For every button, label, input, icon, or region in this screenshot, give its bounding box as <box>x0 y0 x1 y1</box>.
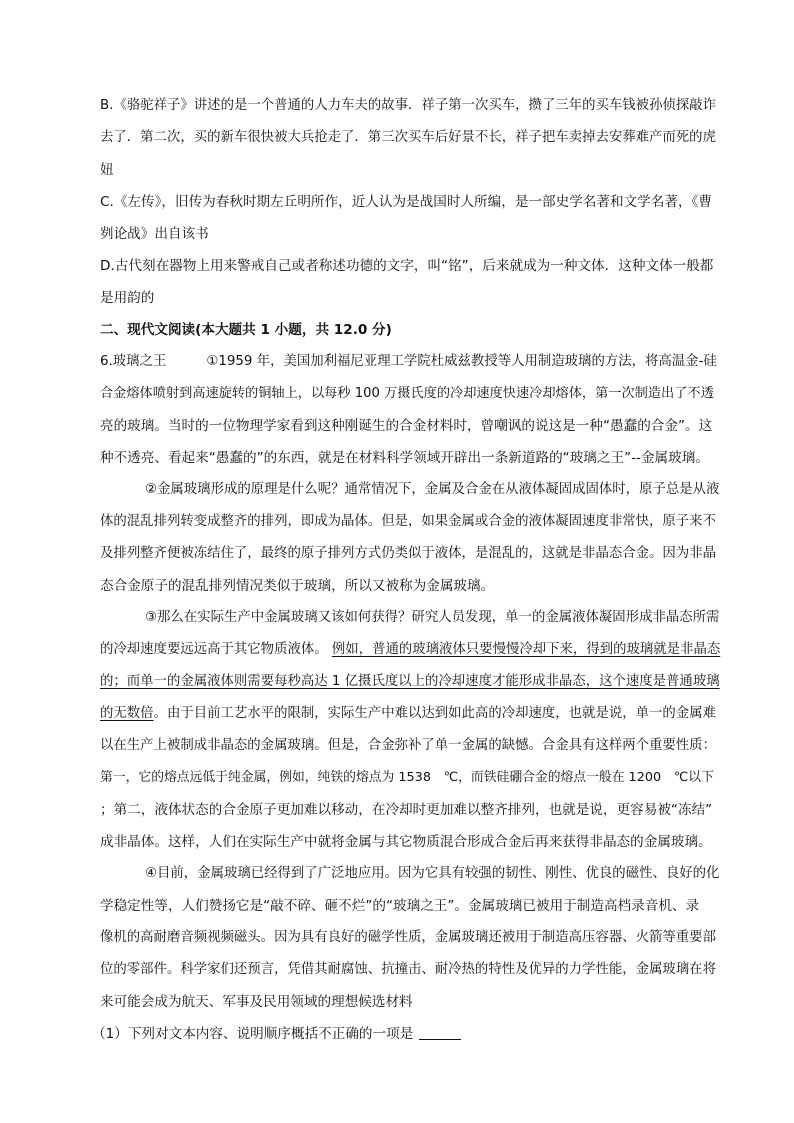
paragraph-1-line: 亮的玻璃。当时的一位物理学家看到这种刚诞生的合金材料时，曾嘲讽的说这是一种“愚蠢的合金”。这 <box>100 418 713 434</box>
underlined-sentence: 的；而单一的金属液体则需要每秒高达 1 亿摄氏度以上的冷却速度才能形成非晶态，这个速度是普通玻璃 <box>100 674 720 689</box>
option-b-line: B.《骆驼祥子》讲述的是一个普通的人力车夫的故事．祥子第一次买车，攒了三年的买车钱被孙侦探敲诈 <box>100 98 717 113</box>
paragraph-1-line: 种不透亮、看起来“愚蠢的”的东西，就是在材料科学领域开辟出一条新道路的“玻璃之王”--金属玻璃。 <box>100 450 709 466</box>
option-c-line: 刿论战》出自该书 <box>100 226 209 242</box>
paragraph-4-line: 像机的高耐磨音频视频磁头。因为具有良好的磁学性质，金属玻璃还被用于制造高压容器、火箭等重要部 <box>100 930 716 945</box>
question-line <box>92 1024 712 1046</box>
answer-blank[interactable] <box>419 1025 461 1040</box>
paragraph-3-line <box>100 640 720 662</box>
paragraph-2-line: ②金属玻璃形成的原理是什么呢？通常情况下，金属及合金在从液体凝固成固体时，原子总是从液 <box>145 482 720 497</box>
option-b-line: 妞 <box>100 162 114 178</box>
section-heading: 二、现代文阅读(本大题共 1 小题，共 12.0 分) <box>100 322 392 338</box>
paragraph-4-line: 来可能会成为航天、军事及民用领域的理想候选材料 <box>100 994 413 1010</box>
paragraph-2-line: 及排列整齐便被冻结住了，最终的原子排列方式仍类似于液体，是混乱的，这就是非晶态合金。因为非晶 <box>100 546 716 561</box>
paragraph-2-line: 态合金原子的混乱排列情况类似于玻璃，所以又被称为金属玻璃。 <box>100 578 495 594</box>
question-text: （1）下列对文本内容、说明顺序概括不正确的一项是 <box>92 1026 414 1042</box>
paragraph-2-line: 体的混乱排列转变成整齐的排列，即成为晶体。但是，如果金属或合金的液体凝固速度非常快，原子来不 <box>100 514 716 529</box>
paragraph-3-line: 成非晶体。这样，人们在实际生产中就将金属与其它物质混合形成合金后再来获得非晶态的金属玻璃。 <box>100 834 712 850</box>
paragraph-4-line: 学稳定性等，人们赞扬它是“敲不碎、砸不烂”的“玻璃之王”。金属玻璃已被用于制造高档录音机、录 <box>100 898 700 914</box>
paragraph-3-line <box>100 704 720 726</box>
option-b-line: 去了．第二次，买的新车很快被大兵抢走了．第三次买车后好景不长，祥子把车卖掉去安葬难产而死的虎 <box>100 130 716 145</box>
paragraph-1-line: 合金熔体喷射到高速旋转的铜轴上，以每秒 100 万摄氏度的冷却速度快速冷却熔体，第一次制造出了不透 <box>100 386 714 401</box>
paragraph-4-line: ④目前，金属玻璃已经得到了广泛地应用。因为它具有较强的韧性、刚性、优良的磁性、良好的化 <box>145 866 720 881</box>
paragraph-4-line: 位的零部件。科学家们还预言，凭借其耐腐蚀、抗撞击、耐冷热的特性及优异的力学性能，金属玻璃在将 <box>100 962 716 977</box>
option-d-line: D.古代刻在器物上用来警戒自己或者称述功德的文字，叫“铭”，后来就成为一种文体．这种文体一般都 <box>100 258 714 274</box>
paragraph-3-line: 以在生产上被制成非晶态的金属玻璃。但是，合金弥补了单一金属的缺憾。合金具有这样两个重要性质： <box>100 738 716 753</box>
paragraph-3-line: ③那么在实际生产中金属玻璃又该如何获得？研究人员发现，单一的金属液体凝固形成非晶态所需 <box>145 610 720 625</box>
option-d-line: 是用韵的 <box>100 290 155 306</box>
paragraph-3-line: ；第二，液体状态的合金原子更加难以移动，在冷却时更加难以整齐排列，也就是说，更容易被“冻结” <box>100 802 713 818</box>
paragraph-1-start: ①1959 年，美国加利福尼亚理工学院杜威兹教授等人用制造玻璃的方法，将高温金-硅 <box>206 354 717 369</box>
passage-first-line <box>100 352 720 374</box>
underlined-sentence: 例如，普通的玻璃液体只要慢慢冷却下来，得到的玻璃就是非晶态 <box>331 642 721 657</box>
paragraph-3-text: 的冷却速度要远远高于其它物质液体。 <box>100 642 328 657</box>
paragraph-3-text: 。由于目前工艺水平的限制，实际生产中难以达到如此高的冷却速度，也就是说，单一的金属难 <box>153 706 716 721</box>
underlined-sentence: 的无数倍 <box>100 706 154 721</box>
passage-title: 6.玻璃之王 <box>100 354 167 369</box>
paragraph-3-line: 第一，它的熔点远低于纯金属，例如，纯铁的熔点为 1538 ℃，而铁硅硼合金的熔点一般在 1200 ℃以下 <box>100 770 714 785</box>
option-c-line: C.《左传》，旧传为春秋时期左丘明所作，近人认为是战国时人所编，是一部史学名著和文学名著，《曹 <box>100 194 712 210</box>
